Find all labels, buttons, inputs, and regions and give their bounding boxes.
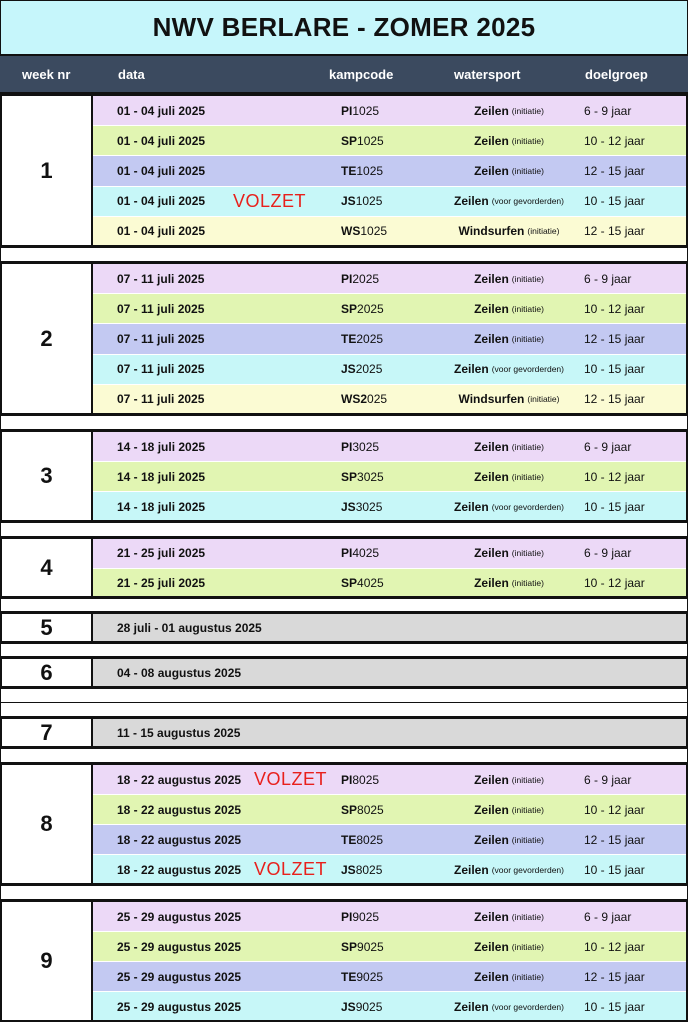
table-row [93, 263, 688, 293]
date-cell: 18 - 22 augustus 2025 [117, 802, 242, 817]
code-cell [341, 96, 379, 125]
code-prefix: PI [341, 772, 353, 787]
sport-level: (initiatie) [511, 804, 544, 815]
sport-level: (initiatie) [511, 135, 544, 146]
page-title: NWV BERLARE - ZOMER 2025 [0, 0, 688, 56]
sport-name: Zeilen [474, 909, 509, 924]
sport-name: Zeilen [474, 271, 509, 286]
date-cell: 21 - 25 juli 2025 [117, 575, 206, 590]
code-prefix: PI [341, 271, 353, 286]
code-cell [341, 324, 383, 353]
spacer-row [0, 885, 688, 900]
sport-level: (initiatie) [511, 441, 544, 452]
table-row [93, 824, 688, 854]
sport-cell [419, 539, 599, 568]
code-cell [341, 795, 384, 824]
code-suffix: 3025 [355, 499, 383, 514]
code-prefix: SP [341, 301, 358, 316]
target-cell: 10 - 12 jaar [584, 802, 645, 817]
sport-name: Windsurfen [458, 224, 525, 239]
code-prefix: SP [341, 133, 358, 148]
code-suffix: 1025 [352, 103, 380, 118]
date-cell: 18 - 22 augustus 2025 [117, 862, 242, 877]
code-suffix: 8025 [355, 862, 383, 877]
code-prefix: WS2 [341, 392, 368, 407]
code-suffix: 1025 [355, 194, 383, 209]
date-cell: 14 - 18 juli 2025 [117, 469, 206, 484]
spacer-row [0, 415, 688, 430]
date-cell: 07 - 11 juli 2025 [117, 301, 205, 316]
sport-level: (voor gevorderden) [491, 364, 564, 375]
sport-cell [419, 932, 599, 961]
sport-cell [419, 992, 599, 1021]
code-prefix: PI [341, 909, 353, 924]
sport-name: Zeilen [474, 163, 509, 178]
sport-level: (initiatie) [511, 941, 544, 952]
sport-name: Windsurfen [458, 392, 525, 407]
code-suffix: 9025 [352, 909, 380, 924]
code-cell [341, 962, 383, 991]
target-cell: 6 - 9 jaar [584, 909, 632, 924]
sport-cell [419, 385, 599, 414]
target-cell: 12 - 15 jaar [584, 832, 645, 847]
sport-level: (initiatie) [527, 226, 560, 237]
code-cell [341, 385, 387, 414]
sport-name: Zeilen [474, 469, 509, 484]
table-row [93, 155, 688, 185]
code-prefix: PI [341, 103, 353, 118]
code-suffix: 2025 [356, 331, 384, 346]
spacer-row [0, 702, 688, 717]
table-row [93, 461, 688, 491]
sport-name: Zeilen [454, 362, 489, 377]
code-prefix: WS [341, 224, 361, 239]
sport-cell [419, 569, 599, 598]
code-cell [341, 126, 384, 155]
sport-name: Zeilen [474, 301, 509, 316]
date-cell: 14 - 18 juli 2025 [117, 499, 206, 514]
date-cell: 25 - 29 augustus 2025 [117, 939, 242, 954]
target-cell: 6 - 9 jaar [584, 772, 632, 787]
target-cell: 10 - 15 jaar [584, 194, 645, 209]
code-prefix: JS [341, 999, 356, 1014]
week-number: 4 [0, 537, 93, 598]
spacer-row [0, 598, 688, 612]
sport-name: Zeilen [454, 499, 489, 514]
code-suffix: 1025 [360, 224, 388, 239]
header-code: kampcode [329, 67, 394, 82]
code-suffix: 8025 [352, 772, 380, 787]
sport-cell [419, 825, 599, 854]
target-cell: 12 - 15 jaar [584, 392, 645, 407]
sport-level: (initiatie) [511, 548, 544, 559]
sport-name: Zeilen [474, 331, 509, 346]
date-cell: 18 - 22 augustus 2025 [117, 832, 242, 847]
code-suffix: 2025 [352, 271, 380, 286]
sport-cell [419, 962, 599, 991]
date-cell: 07 - 11 juli 2025 [117, 392, 205, 407]
target-cell: 6 - 9 jaar [584, 546, 632, 561]
code-suffix: 4025 [357, 575, 384, 590]
spacer-row [0, 247, 688, 262]
code-prefix: JS [341, 862, 356, 877]
week-number: 7 [0, 717, 93, 748]
sport-name: Zeilen [474, 802, 509, 817]
table-row [93, 794, 688, 824]
code-prefix: PI [341, 546, 353, 561]
sport-level: (initiatie) [511, 303, 544, 314]
spacer-row [0, 643, 688, 657]
sport-cell [419, 126, 599, 155]
table-row [93, 961, 688, 991]
date-cell: 01 - 04 juli 2025 [117, 133, 206, 148]
table-row [93, 216, 688, 246]
sport-cell [419, 324, 599, 353]
date-cell: 25 - 29 augustus 2025 [117, 909, 242, 924]
sport-name: Zeilen [474, 546, 509, 561]
grey-week-row [93, 612, 688, 643]
date-cell: 21 - 25 juli 2025 [117, 546, 206, 561]
sport-name: Zeilen [474, 939, 509, 954]
sport-cell [419, 294, 599, 323]
sport-cell [419, 355, 599, 384]
table-row [93, 431, 688, 461]
target-cell: 12 - 15 jaar [584, 331, 645, 346]
target-cell: 6 - 9 jaar [584, 103, 632, 118]
sport-cell [419, 156, 599, 185]
target-cell: 12 - 15 jaar [584, 224, 645, 239]
sport-level: (initiatie) [527, 394, 560, 405]
sport-cell [419, 795, 599, 824]
week-number: 6 [0, 657, 93, 688]
code-suffix: 025 [367, 392, 388, 407]
code-cell [341, 765, 379, 794]
date-cell: 28 juli - 01 augustus 2025 [117, 620, 262, 635]
week-number: 1 [0, 94, 93, 247]
date-cell: 18 - 22 augustus 2025 [117, 772, 242, 787]
sport-cell [419, 217, 599, 246]
date-cell: 25 - 29 augustus 2025 [117, 969, 242, 984]
date-cell: 01 - 04 juli 2025 [117, 163, 206, 178]
sport-cell [419, 96, 599, 125]
code-prefix: TE [341, 163, 357, 178]
volzet-label: VOLZET [233, 190, 307, 211]
volzet-label: VOLZET [254, 859, 328, 879]
code-suffix: 1025 [357, 133, 384, 148]
code-prefix: PI [341, 439, 353, 454]
code-suffix: 9025 [357, 939, 384, 954]
spacer-row [0, 688, 688, 703]
sport-level: (voor gevorderden) [491, 196, 564, 207]
week-number: 2 [0, 262, 93, 415]
target-cell: 10 - 12 jaar [584, 133, 645, 148]
sport-level: (voor gevorderden) [491, 864, 564, 875]
code-suffix: 3025 [352, 439, 380, 454]
code-suffix: 8025 [357, 802, 384, 817]
sport-cell [419, 462, 599, 491]
code-cell [341, 462, 384, 491]
sport-level: (initiatie) [511, 971, 544, 982]
table-row [93, 538, 688, 568]
sport-cell [419, 902, 599, 931]
target-cell: 10 - 15 jaar [584, 362, 645, 377]
code-cell [341, 825, 383, 854]
date-cell: 07 - 11 juli 2025 [117, 362, 205, 377]
volzet-label: VOLZET [254, 769, 328, 789]
table-row [93, 95, 688, 125]
sport-name: Zeilen [474, 439, 509, 454]
grey-week-row [93, 657, 688, 688]
sport-name: Zeilen [474, 133, 509, 148]
target-cell: 12 - 15 jaar [584, 969, 645, 984]
date-cell: 01 - 04 juli 2025 [117, 224, 206, 239]
header-sport: watersport [454, 67, 521, 82]
week-number: 5 [0, 612, 93, 643]
code-cell [341, 264, 379, 293]
sport-level: (voor gevorderden) [491, 501, 564, 512]
week-number: 8 [0, 763, 93, 885]
code-cell [341, 294, 384, 323]
sport-cell [419, 264, 599, 293]
sport-level: (initiatie) [511, 333, 544, 344]
code-prefix: SP [341, 939, 358, 954]
code-prefix: JS [341, 194, 356, 209]
target-cell: 10 - 12 jaar [584, 469, 645, 484]
sport-cell [419, 765, 599, 794]
table-row [93, 991, 688, 1021]
table-row [93, 125, 688, 155]
code-cell [341, 992, 382, 1021]
sport-name: Zeilen [474, 969, 509, 984]
code-prefix: SP [341, 575, 358, 590]
code-cell [341, 187, 382, 216]
date-cell: 01 - 04 juli 2025 [117, 194, 206, 209]
code-suffix: 8025 [356, 832, 384, 847]
code-suffix: 2025 [357, 301, 384, 316]
sport-cell [419, 855, 599, 884]
spacer-row [0, 748, 688, 763]
table-row [93, 384, 688, 414]
sport-name: Zeilen [474, 575, 509, 590]
code-suffix: 4025 [352, 546, 380, 561]
target-cell: 10 - 12 jaar [584, 575, 645, 590]
table-row [93, 491, 688, 521]
table-row [93, 854, 688, 884]
date-cell: 14 - 18 juli 2025 [117, 439, 206, 454]
code-suffix: 3025 [357, 469, 384, 484]
code-cell [341, 217, 387, 246]
sport-name: Zeilen [454, 862, 489, 877]
sport-level: (initiatie) [511, 577, 544, 588]
table-row [93, 186, 688, 216]
code-suffix: 9025 [356, 969, 384, 984]
sport-level: (initiatie) [511, 774, 544, 785]
sport-name: Zeilen [474, 832, 509, 847]
code-prefix: TE [341, 331, 357, 346]
sport-cell [419, 187, 599, 216]
sport-name: Zeilen [454, 999, 489, 1014]
target-cell: 6 - 9 jaar [584, 271, 632, 286]
date-cell: 25 - 29 augustus 2025 [117, 999, 242, 1014]
code-cell [341, 355, 382, 384]
code-suffix: 1025 [356, 163, 384, 178]
header-date: data [118, 67, 145, 82]
header-target: doelgroep [585, 67, 648, 82]
sport-level: (initiatie) [511, 165, 544, 176]
date-cell: 04 - 08 augustus 2025 [117, 665, 242, 680]
grey-week-row [93, 717, 688, 748]
code-cell [341, 539, 379, 568]
table-row [93, 293, 688, 323]
table-row [93, 323, 688, 353]
table-row [93, 568, 688, 598]
date-cell: 01 - 04 juli 2025 [117, 103, 206, 118]
code-prefix: SP [341, 802, 358, 817]
target-cell: 10 - 12 jaar [584, 301, 645, 316]
week-number: 9 [0, 900, 93, 1022]
date-cell: 07 - 11 juli 2025 [117, 331, 205, 346]
sport-level: (initiatie) [511, 471, 544, 482]
table-row [93, 764, 688, 794]
target-cell: 10 - 15 jaar [584, 499, 645, 514]
sport-cell [419, 432, 599, 461]
sport-cell [419, 492, 599, 521]
code-cell [341, 492, 382, 521]
sport-name: Zeilen [474, 103, 509, 118]
code-cell [341, 569, 384, 598]
code-prefix: JS [341, 362, 356, 377]
date-cell: 11 - 15 augustus 2025 [117, 725, 241, 740]
code-prefix: TE [341, 832, 357, 847]
table-row [93, 931, 688, 961]
code-prefix: TE [341, 969, 357, 984]
sport-level: (initiatie) [511, 273, 544, 284]
code-cell [341, 156, 383, 185]
week-number: 3 [0, 430, 93, 522]
header-week: week nr [22, 67, 71, 82]
target-cell: 10 - 12 jaar [584, 939, 645, 954]
date-cell: 07 - 11 juli 2025 [117, 271, 205, 286]
code-cell [341, 855, 382, 884]
sport-level: (initiatie) [511, 911, 544, 922]
sport-name: Zeilen [474, 772, 509, 787]
table-row [93, 354, 688, 384]
sport-name: Zeilen [454, 194, 489, 209]
code-cell [341, 902, 379, 931]
sport-level: (initiatie) [511, 834, 544, 845]
code-cell [341, 432, 379, 461]
code-cell [341, 932, 384, 961]
target-cell: 10 - 15 jaar [584, 862, 645, 877]
code-prefix: JS [341, 499, 356, 514]
code-suffix: 2025 [355, 362, 383, 377]
target-cell: 12 - 15 jaar [584, 163, 645, 178]
table-header [0, 56, 688, 94]
table-row [93, 901, 688, 931]
spacer-row [0, 522, 688, 537]
sport-level: (initiatie) [511, 105, 544, 116]
target-cell: 10 - 15 jaar [584, 999, 645, 1014]
code-prefix: SP [341, 469, 358, 484]
code-suffix: 9025 [355, 999, 383, 1014]
sport-level: (voor gevorderden) [491, 1001, 564, 1012]
target-cell: 6 - 9 jaar [584, 439, 632, 454]
